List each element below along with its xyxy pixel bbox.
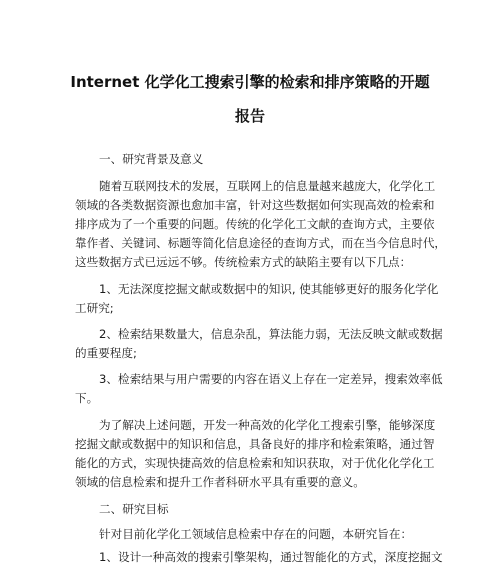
list-item-line: 工研究; (75, 301, 114, 315)
paragraph-line: 针对目前化学化工领域信息检索中存在的问题，本研究旨在： (99, 527, 413, 541)
document-title-line-1: Internet 化学化工搜索引擎的检索和排序策略的开题 (70, 73, 430, 91)
paragraph-line: 能化的方式，实现快捷高效的信息检索和知识获取，对于优化化学化工 (75, 456, 435, 470)
section-heading-background: 一、研究背景及意义 (99, 152, 204, 166)
paragraph-line: 排序成为了一个重要的问题。传统的化学化工文献的查询方式，主要依 (75, 217, 435, 231)
list-item-line: 3、检索结果与用户需要的内容在语义上存在一定差异，搜索效率低 (99, 372, 443, 386)
paragraph-line: 挖掘文献或数据中的知识和信息，具备良好的排序和检索策略，通过智 (75, 437, 435, 451)
paragraph-line: 这些数据方式已远远不够。传统检索方式的缺陷主要有以下几点： (75, 255, 412, 269)
paragraph-line: 领域的各类数据资源也愈加丰富，针对这些数据如何实现高效的检索和 (75, 198, 435, 212)
paragraph-line: 为了解决上述问题，开发一种高效的化学化工搜索引擎，能够深度 (99, 418, 436, 432)
paragraph-line: 领域的信息检索和提升工作者科研水平具有重要的意义。 (75, 475, 365, 489)
section-heading-goals: 二、研究目标 (99, 502, 169, 516)
paragraph-line: 随着互联网技术的发展，互联网上的信息量越来越庞大，化学化工 (99, 179, 436, 193)
list-item-line: 1、无法深度挖掘文献或数据中的知识, 使其能够更好的服务化学化 (99, 282, 439, 296)
document-title-line-2: 报告 (234, 107, 265, 125)
list-item-line: 下。 (75, 391, 99, 405)
list-item-line: 2、检索结果数量大，信息杂乱，算法能力弱，无法反映文献或数据 (99, 327, 443, 341)
list-item-line: 的重要程度; (75, 346, 137, 360)
list-item-line: 1、设计一种高效的搜索引擎架构，通过智能化的方式，深度挖掘文 (99, 550, 443, 564)
paragraph-line: 靠作者、关键词、标题等简化信息途径的查询方式，而在当今信息时代， (75, 236, 447, 250)
